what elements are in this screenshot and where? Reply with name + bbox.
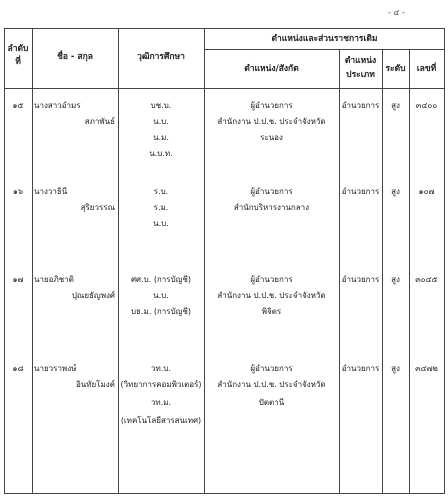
- personnel-table: [4, 28, 445, 494]
- header-position: ตำแหน่ง/สังกัด: [244, 64, 299, 74]
- row-first-name: นางวาธินี: [34, 187, 68, 196]
- row-first-name: นางสาวอำมร: [34, 101, 81, 110]
- row-seq: ๑๗: [12, 275, 24, 284]
- row-position: พิจิตร: [261, 307, 282, 316]
- header-bottom-border: [4, 88, 445, 89]
- header-type-line1: ตำแหน่ง: [344, 56, 377, 66]
- col-divider-type: [382, 49, 383, 494]
- row-first-name: นายอภิชาติ: [34, 275, 74, 284]
- row-education: ร.บ.: [153, 187, 169, 196]
- row-education: (วิทยาการคอมพิวเตอร์): [120, 380, 202, 389]
- row-education: วท.ม.: [150, 398, 172, 407]
- col-divider-seq: [32, 28, 33, 494]
- row-position: สำนักงาน ป.ป.ช. ประจำจังหวัด: [217, 380, 326, 389]
- col-divider-education: [204, 28, 205, 494]
- row-position: ผู้อำนวยการ: [250, 275, 293, 284]
- row-position: สำนักงาน ป.ป.ช. ประจำจังหวัด: [217, 291, 326, 300]
- header-seq-line2: ที่: [15, 57, 21, 67]
- header-original-position-group: ตำแหน่งและส่วนราชการเดิม: [271, 34, 378, 44]
- row-education: วท.บ.: [151, 364, 171, 373]
- table-border-bottom: [4, 493, 445, 494]
- row-number: ๓๔๐๐: [415, 101, 438, 110]
- row-seq: ๑๖: [12, 187, 24, 196]
- row-position: ผู้อำนวยการ: [250, 101, 293, 110]
- row-number: ๓๔๗๒: [415, 364, 438, 373]
- row-education: (เทคโนโลยีสารสนเทศ): [120, 416, 202, 425]
- row-position: ผู้อำนวยการ: [250, 364, 293, 373]
- row-seq: ๑๘: [12, 364, 24, 373]
- row-level: สูง: [391, 275, 400, 284]
- row-last-name: สภาพันธ์: [84, 117, 115, 126]
- row-education: น.บ.: [153, 219, 169, 228]
- row-education: น.บ.: [153, 117, 169, 126]
- header-seq-line1: ลำดับ: [7, 44, 29, 54]
- row-number: ๓๐๔๕: [415, 275, 438, 284]
- row-seq: ๑๕: [12, 101, 24, 110]
- row-number: ๑๐๗: [418, 187, 435, 196]
- row-level: สูง: [391, 101, 400, 110]
- page-number: - ๔ -: [388, 8, 405, 17]
- row-position: สำนักงาน ป.ป.ช. ประจำจังหวัด: [217, 117, 326, 126]
- row-type: อำนวยการ: [341, 187, 380, 196]
- row-type: อำนวยการ: [341, 364, 380, 373]
- row-type: อำนวยการ: [341, 275, 380, 284]
- row-position: สำนักบริหารงานกลาง: [233, 203, 310, 212]
- row-education: บช.บ.: [150, 101, 172, 110]
- row-position: ระนอง: [260, 133, 283, 142]
- row-education: น.ม.: [153, 133, 169, 142]
- table-border-top: [4, 28, 445, 29]
- row-education: น.บ.: [153, 291, 169, 300]
- row-first-name: นายวราพงษ์: [34, 364, 77, 373]
- table-border-left: [4, 28, 5, 494]
- row-last-name: ปุณยธัญพงศ์: [71, 291, 115, 300]
- header-education: วุฒิการศึกษา: [137, 52, 185, 62]
- table-border-right: [444, 28, 445, 494]
- col-divider-level: [409, 49, 410, 494]
- row-education: ศศ.บ. (การบัญชี): [130, 275, 192, 284]
- row-type: อำนวยการ: [341, 101, 380, 110]
- row-position: ปัตตานี: [258, 398, 285, 407]
- row-position: ผู้อำนวยการ: [250, 187, 293, 196]
- row-last-name: สุริยวรรณ: [80, 203, 115, 212]
- col-divider-position: [339, 49, 340, 494]
- header-number: เลขที่: [416, 64, 437, 74]
- header-type-line2: ประเภท: [346, 70, 375, 80]
- row-level: สูง: [391, 187, 400, 196]
- row-education: บธ.ม. (การบัญชี): [130, 307, 192, 316]
- row-education: น.บ.ท.: [149, 149, 173, 158]
- row-level: สูง: [391, 364, 400, 373]
- header-level: ระดับ: [385, 64, 406, 74]
- header-name: ชื่อ - สกุล: [57, 52, 93, 62]
- row-education: ร.ม.: [153, 203, 169, 212]
- row-last-name: อินทัยโมงค์: [75, 380, 115, 389]
